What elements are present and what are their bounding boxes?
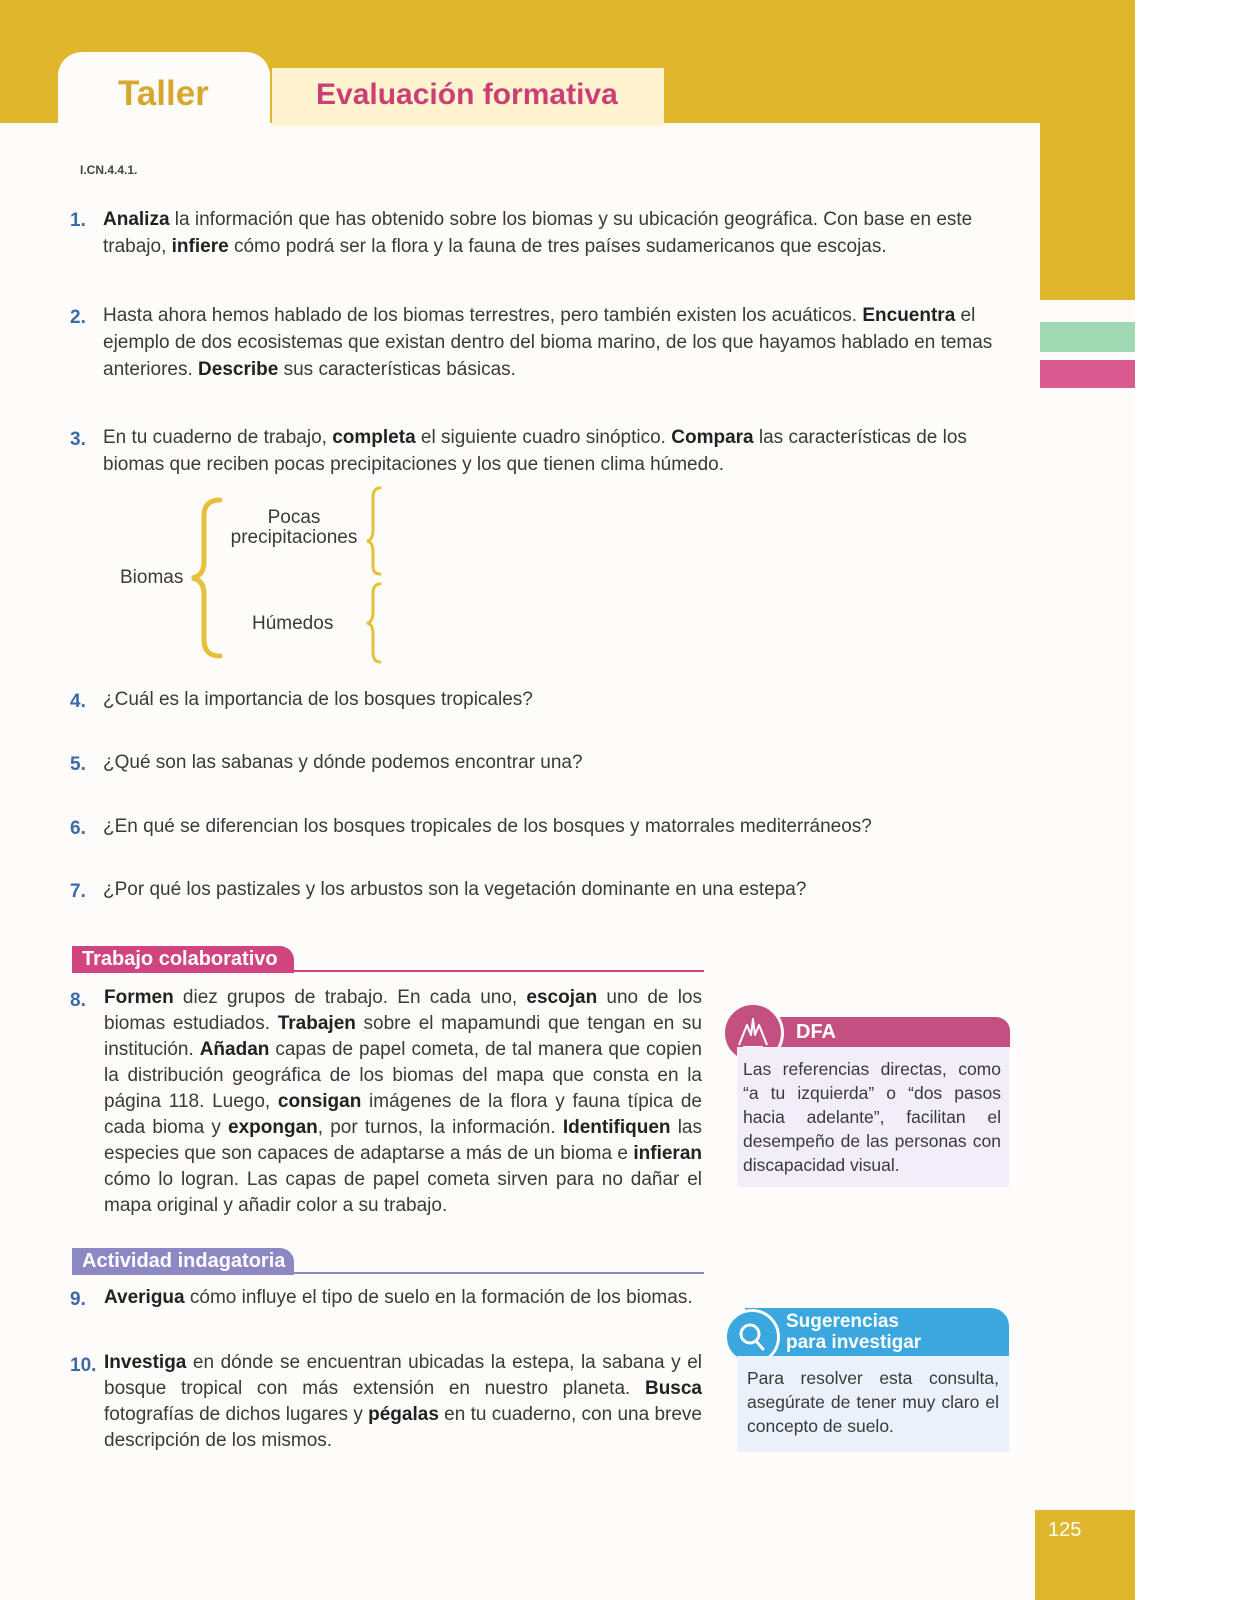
section-label: Taller	[118, 74, 209, 113]
question-7: ¿Por qué los pastizales y los arbustos son la vegetación dominante en una estepa?	[103, 879, 807, 900]
question-number: 3.	[70, 429, 86, 450]
diagram-branch-dry	[230, 508, 358, 548]
question-number: 4.	[70, 691, 86, 712]
question-2: Hasta ahora hemos hablado de los biomas terrestres, pero también existen los acuáticos. Encuentra el ejemplo de dos ecosistemas que existan dentro del bioma marino, de los que hayamos hablado en temas anteriores. Describe sus características básicas.	[103, 305, 993, 380]
question-4: ¿Cuál es la importancia de los bosques tropicales?	[103, 689, 533, 710]
question-3: En tu cuaderno de trabajo, completa el siguiente cuadro sinóptico. Compara las características de los biomas que reciben pocas precipitaciones y los que tienen clima húmedo.	[103, 427, 967, 475]
diagram-branch-dry-line2: precipitaciones	[230, 527, 358, 548]
question-5: ¿Qué son las sabanas y dónde podemos encontrar una?	[103, 752, 583, 773]
suggest-title-line2: para investigar	[786, 1332, 922, 1353]
question-6: ¿En qué se diferencian los bosques tropicales de los bosques y matorrales mediterráneos?	[103, 816, 872, 837]
question-number: 8.	[70, 990, 86, 1011]
page-margin	[1135, 0, 1236, 1600]
question-number: 6.	[70, 818, 86, 839]
question-1: Analiza la información que has obtenido sobre los biomas y su ubicación geográfica. Con base en este trabajo, infiere cómo podrá ser la flora y la fauna de tres países sudamericanos que escojas.	[103, 209, 973, 257]
page-number: 125	[1048, 1519, 1082, 1541]
suggest-text: Para resolver esta consulta, asegúrate de tener muy claro el concepto de suelo.	[737, 1356, 1009, 1452]
question-number: 1.	[70, 210, 86, 231]
collab-section-title: Trabajo colaborativo	[72, 946, 294, 973]
dfa-text: Las referencias directas, como “a tu izquierda” o “dos pasos hacia adelante”, facilitan el desempeño de las personas con discapacidad visual.	[737, 1047, 1009, 1187]
side-band	[1040, 0, 1135, 300]
indicator-code: I.CN.4.4.1.	[80, 163, 138, 177]
suggest-title-line1: Sugerencias	[786, 1311, 899, 1332]
diagram-branch-humid: Húmedos	[252, 613, 334, 634]
diagram-branch-dry-line1: Pocas	[267, 507, 321, 528]
color-stripe-green	[1040, 322, 1135, 352]
question-number: 7.	[70, 881, 86, 902]
suggest-title	[786, 1311, 921, 1353]
inquiry-divider	[72, 1272, 704, 1274]
inquiry-section-title: Actividad indagatoria	[72, 1248, 294, 1275]
color-stripe-pink	[1040, 360, 1135, 388]
question-number: 9.	[70, 1289, 86, 1310]
question-number: 2.	[70, 307, 86, 328]
question-number: 5.	[70, 754, 86, 775]
question-8: Formen diez grupos de trabajo. En cada uno, escojan uno de los biomas estudiados. Trabajen sobre el mapamundi que tengan en su institución. Añadan capas de papel cometa, de tal manera que copien la distribución geográfica de los biomas del mapa que consta en la página 118. Luego, consigan imágenes de la flora y fauna típica de cada bioma y expongan, por turnos, la información. Identifiquen las especies que son capaces de adaptarse a más de un bioma e infieran cómo lo logran. Las capas de papel cometa sirven para no dañar el mapa original y añadir color a su trabajo.	[104, 987, 703, 1216]
question-10: Investiga en dónde se encuentran ubicadas la estepa, la sabana y el bosque tropical con más extensión en nuestro planeta. Busca fotografías de dichos lugares y pégalas en tu cuaderno, con una breve descripción de los mismos.	[104, 1352, 702, 1451]
question-9: Averigua cómo influye el tipo de suelo en la formación de los biomas.	[104, 1287, 693, 1308]
diagram-root: Biomas	[120, 567, 184, 588]
dfa-title: DFA	[796, 1021, 836, 1043]
collab-divider	[72, 970, 704, 972]
page-title: Evaluación formativa	[316, 78, 618, 111]
question-number: 10.	[70, 1355, 97, 1376]
